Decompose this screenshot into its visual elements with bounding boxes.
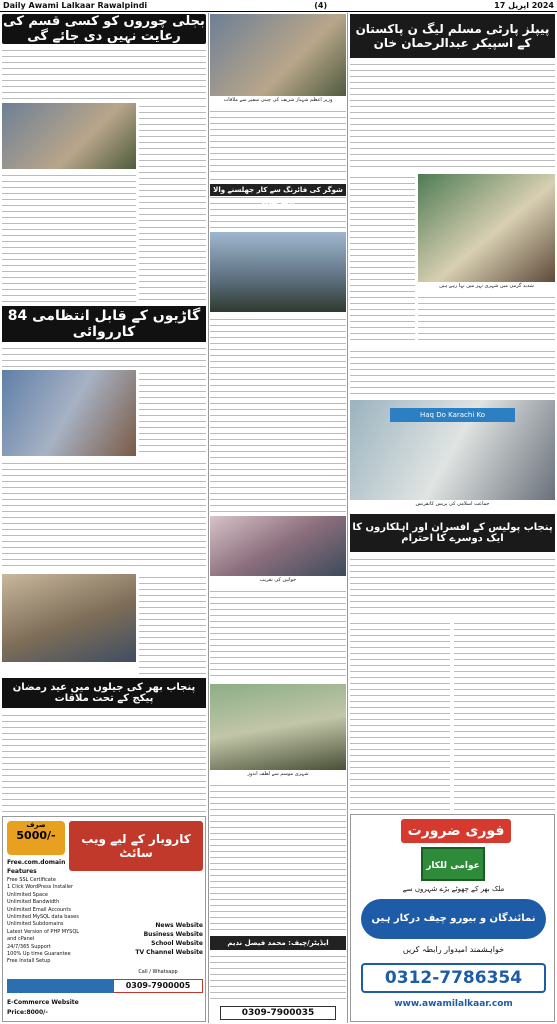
photo-left-1 <box>2 103 136 169</box>
website-ad-ecommerce-price: Price:8000/- <box>7 1009 48 1016</box>
headline-left-mid-text: 84 گاڑیوں کے قابل انتظامی کارروائی <box>7 308 201 340</box>
recruitment-contact-line: خواہشمند امیدوار رابطہ کریں <box>402 945 505 954</box>
article-left-f <box>139 370 206 456</box>
subhead-center-1 <box>210 184 346 206</box>
website-ad-domain: Free.com.domain <box>7 859 66 866</box>
photo-left-3 <box>2 574 136 662</box>
feature-item: Unlimited MySQL data bases <box>7 914 79 921</box>
article-center-c <box>210 316 346 512</box>
photo-center-2 <box>210 232 346 312</box>
headline-left-bottom <box>2 678 206 708</box>
recruitment-url: www.awamilalkaar.com <box>394 999 513 1009</box>
caption-center-1: وزیر اعظم شہباز شریف کی چینی سفیر سے ملاقات <box>223 97 333 103</box>
column-divider-2 <box>347 13 348 1023</box>
article-center-a <box>210 108 346 172</box>
article-left-d <box>139 224 206 302</box>
recruitment-ad <box>350 814 555 1022</box>
recruitment-subtitle: ملک بھر کے چھوٹے بڑے شہروں سے <box>402 885 505 893</box>
headline-right-top-text: پیپلز پارٹی مسلم لیگ ن پاکستان کے اسپیکر عبدالرحمان خان <box>355 22 550 50</box>
recruitment-phone: 0312-7786354 <box>361 963 546 993</box>
headline-left-mid <box>2 306 206 342</box>
website-ad <box>2 816 206 1022</box>
photo-right-1 <box>418 174 555 282</box>
headline-left-bottom-text: پنجاب بھر کی جیلوں میں عید رمضان پیکج کے تحت ملاقات <box>12 682 196 704</box>
website-ad-services <box>107 921 203 961</box>
center-phone-box: 0309-7900035 <box>220 1006 336 1020</box>
article-center-d <box>210 588 346 680</box>
subhead-center-1-text: شوگر کی فائرنگ سے کار جھلسنے والا ڈاکو ہلاک <box>213 186 343 206</box>
feature-item: Unlimited Bandwidth <box>7 899 60 906</box>
photo-center-3 <box>210 516 346 576</box>
article-left-b <box>139 103 206 221</box>
feature-item: 24/7/365 Support <box>7 943 51 950</box>
caption-center-3: خواتین کی تقریب <box>259 577 297 583</box>
article-center-e <box>210 782 346 932</box>
website-ad-call-label: Call / Whatsapp <box>138 969 178 975</box>
service-item: News Website <box>155 922 203 929</box>
masthead-page-number: (4) <box>314 1 328 10</box>
website-ad-strip <box>7 979 117 993</box>
article-right-g <box>454 620 555 810</box>
masthead <box>0 0 557 12</box>
recruitment-banner: نمائندگان و بیورو چیف درکار ہیں <box>361 899 546 939</box>
feature-item: and cPanel <box>7 936 35 943</box>
recruitment-title: فوری ضرورت <box>401 819 511 843</box>
article-right-e <box>350 556 555 616</box>
photo-center-4 <box>210 684 346 770</box>
article-right-c <box>418 294 555 344</box>
feature-item: Latest Version of PHP MYSQL <box>7 928 80 935</box>
photo-right-2-banner: Haq Do Karachi Ko <box>390 408 515 422</box>
article-right-d <box>350 348 555 396</box>
feature-item: Unlimited Subdomains <box>7 921 64 928</box>
article-left-h <box>139 574 206 674</box>
article-left-g <box>2 460 206 570</box>
masthead-date: 2024 اپریل 17 <box>494 1 554 10</box>
photo-center-1 <box>210 14 346 96</box>
feature-item: 1 Click WordPress Installer <box>7 884 74 891</box>
recruitment-brand-logo <box>421 847 485 881</box>
headline-right-mid <box>350 514 555 552</box>
headline-right-mid-text: پنجاب پولیس کے افسران اور اہلکاروں کا ایک دوسرے کا احترام <box>352 522 553 544</box>
website-ad-features-title: Features <box>7 868 37 875</box>
article-left-c <box>2 172 136 302</box>
website-ad-features-list <box>7 877 103 977</box>
feature-item: 100% Up time Guarantee <box>7 951 71 958</box>
article-left-i <box>2 712 206 812</box>
feature-item: Unlimited Space <box>7 891 48 898</box>
caption-right-2: جماعت اسلامی کی پریس کانفرنس <box>415 501 490 507</box>
caption-center-4: شہری موسم سے لطف اندوز <box>247 771 309 777</box>
article-right-a <box>350 61 555 171</box>
service-item: TV Channel Website <box>135 949 203 956</box>
service-item: School Website <box>151 940 203 947</box>
feature-item: Free Install Setup <box>7 958 51 965</box>
editor-bar <box>210 936 346 950</box>
price-badge-value: 5000/- <box>16 829 56 842</box>
recruitment-brand-text: عوامی للکار <box>426 861 480 871</box>
website-ad-phone: 0309-7900005 <box>113 979 203 993</box>
headline-left-top <box>2 14 206 44</box>
feature-item: Free SSL Certificate <box>7 877 56 883</box>
article-right-f <box>350 620 450 810</box>
headline-left-top-text: بجلی چوروں کو کسی قسم کی رعایت نہیں دی جائے گی <box>3 14 205 44</box>
headline-right-top <box>350 14 555 58</box>
article-left-e <box>2 345 206 367</box>
article-left-a <box>2 47 206 99</box>
masthead-paper-name: Daily Awami Lalkaar Rawalpindi <box>3 1 148 10</box>
website-ad-banner <box>69 821 203 871</box>
price-badge-top: صرف <box>26 821 46 829</box>
photo-left-2 <box>2 370 136 456</box>
caption-right-1: شدید گرمی میں شہری نہر میں نہا رہے ہیں <box>439 283 534 289</box>
article-center-f <box>210 953 346 1003</box>
column-divider-1 <box>208 13 209 1023</box>
feature-item: Unlimited Email Accounts <box>7 906 71 913</box>
editor-bar-text: ایڈیٹر/چیف: محمد فیصل ندیم <box>227 939 329 947</box>
website-ad-price-badge <box>7 821 65 855</box>
article-right-b <box>350 174 415 344</box>
photo-right-2 <box>350 400 555 500</box>
website-ad-banner-text: کاروبار کے لیے ویب سائٹ <box>81 832 191 860</box>
service-item: Business Website <box>143 931 203 938</box>
website-ad-ecommerce: E-Commerce Website <box>7 999 79 1006</box>
